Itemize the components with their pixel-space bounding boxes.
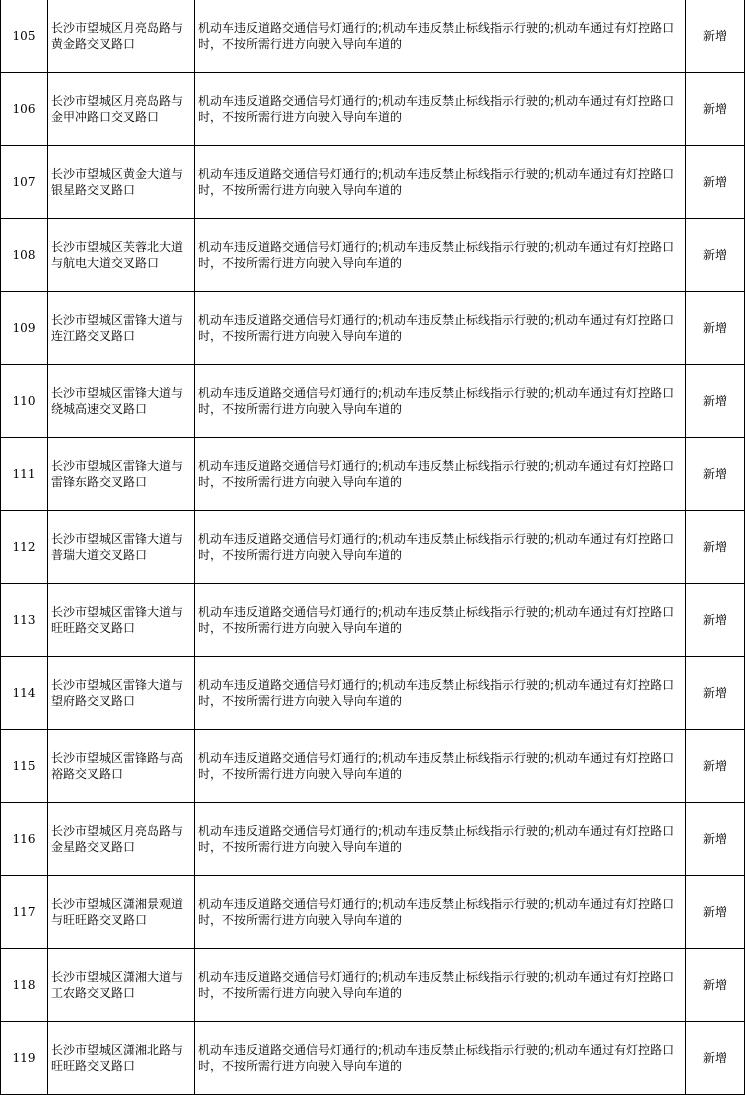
violation-description-cell: 机动车违反道路交通信号灯通行的;机动车违反禁止标线指示行驶的;机动车通过有灯控路口时，不按所需行进方向驶入导向车道的 — [195, 511, 686, 584]
location-cell: 长沙市望城区雷锋路与高裕路交叉路口 — [48, 730, 195, 803]
row-number-cell: 110 — [1, 365, 48, 438]
location-cell: 长沙市望城区月亮岛路与金甲冲路口交叉路口 — [48, 73, 195, 146]
violation-description-cell: 机动车违反道路交通信号灯通行的;机动车违反禁止标线指示行驶的;机动车通过有灯控路口时，不按所需行进方向驶入导向车道的 — [195, 365, 686, 438]
status-cell: 新增 — [686, 73, 745, 146]
violation-description-cell: 机动车违反道路交通信号灯通行的;机动车违反禁止标线指示行驶的;机动车通过有灯控路口时，不按所需行进方向驶入导向车道的 — [195, 219, 686, 292]
status-cell: 新增 — [686, 949, 745, 1022]
row-number-cell: 117 — [1, 876, 48, 949]
violation-description-cell: 机动车违反道路交通信号灯通行的;机动车违反禁止标线指示行驶的;机动车通过有灯控路口时，不按所需行进方向驶入导向车道的 — [195, 876, 686, 949]
status-cell: 新增 — [686, 292, 745, 365]
location-cell: 长沙市望城区潇湘北路与旺旺路交叉路口 — [48, 1022, 195, 1095]
status-cell: 新增 — [686, 511, 745, 584]
violation-description-cell: 机动车违反道路交通信号灯通行的;机动车违反禁止标线指示行驶的;机动车通过有灯控路口时，不按所需行进方向驶入导向车道的 — [195, 730, 686, 803]
row-number-cell: 108 — [1, 219, 48, 292]
violation-description-cell: 机动车违反道路交通信号灯通行的;机动车违反禁止标线指示行驶的;机动车通过有灯控路口时，不按所需行进方向驶入导向车道的 — [195, 949, 686, 1022]
status-cell: 新增 — [686, 803, 745, 876]
status-cell: 新增 — [686, 1022, 745, 1095]
table-row — [1, 73, 745, 146]
row-number-cell: 107 — [1, 146, 48, 219]
row-number-cell: 112 — [1, 511, 48, 584]
table-row — [1, 0, 745, 73]
location-cell: 长沙市望城区黄金大道与银星路交叉路口 — [48, 146, 195, 219]
status-cell: 新增 — [686, 730, 745, 803]
violation-description-cell: 机动车违反道路交通信号灯通行的;机动车违反禁止标线指示行驶的;机动车通过有灯控路口时，不按所需行进方向驶入导向车道的 — [195, 292, 686, 365]
violation-description-cell: 机动车违反道路交通信号灯通行的;机动车违反禁止标线指示行驶的;机动车通过有灯控路口时，不按所需行进方向驶入导向车道的 — [195, 584, 686, 657]
location-cell: 长沙市望城区月亮岛路与金星路交叉路口 — [48, 803, 195, 876]
location-cell: 长沙市望城区雷锋大道与普瑞大道交叉路口 — [48, 511, 195, 584]
table-row — [1, 292, 745, 365]
violation-description-cell: 机动车违反道路交通信号灯通行的;机动车违反禁止标线指示行驶的;机动车通过有灯控路口时，不按所需行进方向驶入导向车道的 — [195, 0, 686, 73]
table-body — [1, 0, 745, 1095]
table-row — [1, 219, 745, 292]
table-row — [1, 730, 745, 803]
table-row — [1, 1022, 745, 1095]
location-cell: 长沙市望城区月亮岛路与黄金路交叉路口 — [48, 0, 195, 73]
violation-description-cell: 机动车违反道路交通信号灯通行的;机动车违反禁止标线指示行驶的;机动车通过有灯控路口时，不按所需行进方向驶入导向车道的 — [195, 803, 686, 876]
row-number-cell: 116 — [1, 803, 48, 876]
status-cell: 新增 — [686, 584, 745, 657]
violation-description-cell: 机动车违反道路交通信号灯通行的;机动车违反禁止标线指示行驶的;机动车通过有灯控路口时，不按所需行进方向驶入导向车道的 — [195, 657, 686, 730]
violation-description-cell: 机动车违反道路交通信号灯通行的;机动车违反禁止标线指示行驶的;机动车通过有灯控路口时，不按所需行进方向驶入导向车道的 — [195, 1022, 686, 1095]
location-cell: 长沙市望城区雷锋大道与旺旺路交叉路口 — [48, 584, 195, 657]
violation-description-cell: 机动车违反道路交通信号灯通行的;机动车违反禁止标线指示行驶的;机动车通过有灯控路口时，不按所需行进方向驶入导向车道的 — [195, 146, 686, 219]
row-number-cell: 115 — [1, 730, 48, 803]
table-row — [1, 146, 745, 219]
status-cell: 新增 — [686, 219, 745, 292]
row-number-cell: 118 — [1, 949, 48, 1022]
table-row — [1, 657, 745, 730]
location-cell: 长沙市望城区雷锋大道与望府路交叉路口 — [48, 657, 195, 730]
status-cell: 新增 — [686, 0, 745, 73]
table-row — [1, 803, 745, 876]
status-cell: 新增 — [686, 657, 745, 730]
row-number-cell: 111 — [1, 438, 48, 511]
status-cell: 新增 — [686, 438, 745, 511]
location-cell: 长沙市望城区雷锋大道与绕城高速交叉路口 — [48, 365, 195, 438]
row-number-cell: 109 — [1, 292, 48, 365]
row-number-cell: 113 — [1, 584, 48, 657]
location-cell: 长沙市望城区芙蓉北大道与航电大道交叉路口 — [48, 219, 195, 292]
violation-description-cell: 机动车违反道路交通信号灯通行的;机动车违反禁止标线指示行驶的;机动车通过有灯控路口时，不按所需行进方向驶入导向车道的 — [195, 438, 686, 511]
table-row — [1, 949, 745, 1022]
location-cell: 长沙市望城区雷锋大道与雷锋东路交叉路口 — [48, 438, 195, 511]
violation-description-cell: 机动车违反道路交通信号灯通行的;机动车违反禁止标线指示行驶的;机动车通过有灯控路口时，不按所需行进方向驶入导向车道的 — [195, 73, 686, 146]
location-cell: 长沙市望城区潇湘大道与工农路交叉路口 — [48, 949, 195, 1022]
table-row — [1, 876, 745, 949]
table-row — [1, 365, 745, 438]
row-number-cell: 119 — [1, 1022, 48, 1095]
location-cell: 长沙市望城区雷锋大道与连江路交叉路口 — [48, 292, 195, 365]
table-row — [1, 438, 745, 511]
status-cell: 新增 — [686, 876, 745, 949]
row-number-cell: 105 — [1, 0, 48, 73]
location-cell: 长沙市望城区潇湘景观道与旺旺路交叉路口 — [48, 876, 195, 949]
row-number-cell: 114 — [1, 657, 48, 730]
table-row — [1, 584, 745, 657]
status-cell: 新增 — [686, 365, 745, 438]
status-cell: 新增 — [686, 146, 745, 219]
row-number-cell: 106 — [1, 73, 48, 146]
table-row — [1, 511, 745, 584]
